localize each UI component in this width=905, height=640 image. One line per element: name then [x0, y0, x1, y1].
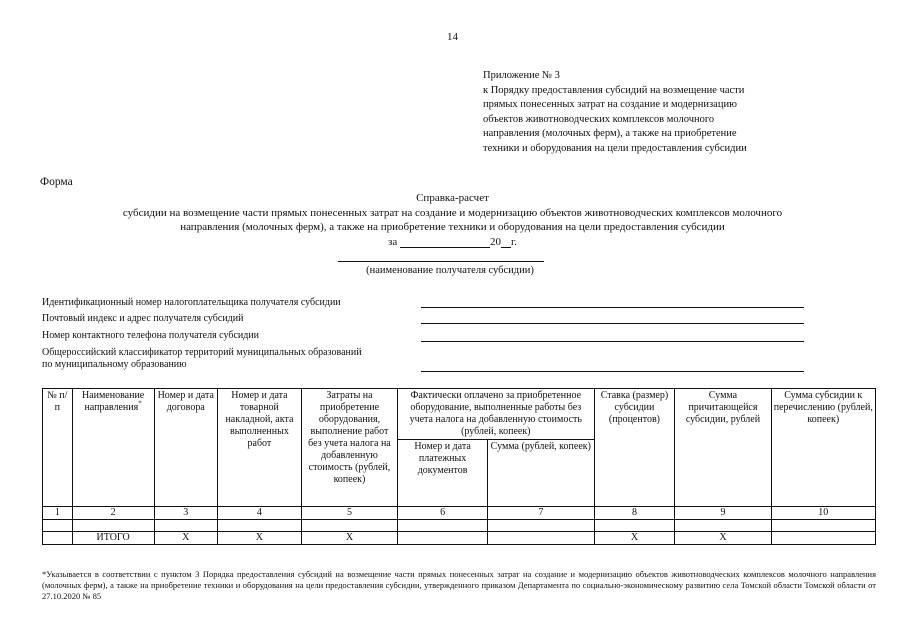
total-row	[43, 532, 876, 545]
subtitle-line: субсидии на возмещение части прямых понесенных затрат на создание и модернизацию объектов животноводческих комплексов молочного	[122, 207, 783, 219]
header-cell-rate: Ставка (размер) субсидии (процентов)	[594, 389, 675, 507]
year-blank[interactable]	[501, 235, 511, 248]
header-cell-subsidy-transfer: Сумма субсидии к перечислению (рублей, копеек)	[771, 389, 875, 507]
field-label-inn: Идентификационный номер налогоплательщика получателя субсидии	[42, 297, 341, 308]
table-cell[interactable]	[217, 520, 301, 532]
column-number: 5	[301, 507, 397, 520]
column-number: 1	[43, 507, 73, 520]
footnote: *Указывается в соответствии с пунктом 3 Порядка предоставления субсидий на возмещение части прямых понесенных затрат на создание и модернизацию объектов животноводческих комплексов молочного направления (молочных ферм), а также на приобретение техники и оборудования на цели предоставления субсидии, утвержденного приказом Департамента по социально-экономическому развитию села Томской области Томской области от 27.10.2020 № 85	[42, 569, 876, 601]
page-number: 14	[447, 31, 458, 43]
document-title: Справка-расчет	[416, 192, 489, 204]
header-cell-actually-paid: Фактически оплачено за приобретенное оборудование, выполненные работы без учета налога на добавленную стоимость (рублей, копеек)	[398, 389, 594, 440]
table-cell[interactable]	[43, 520, 73, 532]
field-label-oktmo: Общероссийский классификатор территорий муниципальных образований по муниципальному образованию	[42, 347, 362, 370]
header-direction-label: Наименование направления	[81, 390, 145, 413]
header-cell-payment-sum: Сумма (рублей, копеек)	[488, 440, 594, 507]
table-cell[interactable]	[72, 520, 154, 532]
field-line-address[interactable]	[421, 323, 804, 324]
header-cell-number: № п/п	[43, 389, 73, 507]
table-cell[interactable]	[154, 520, 217, 532]
header-cell-costs: Затраты на приобретение оборудования, выполнение работ без учета налога на добавленную стоимость (рублей, копеек)	[301, 389, 397, 507]
column-number: 7	[488, 507, 594, 520]
subtitle-line: направления (молочных ферм), а также на приобретение техники и оборудования на цели предоставления субсидии	[180, 221, 725, 233]
header-cell-invoice: Номер и дата товарной накладной, акта выполненных работ	[217, 389, 301, 507]
total-cell-x: Х	[301, 532, 397, 545]
total-cell-x: Х	[594, 532, 675, 545]
blank-data-row	[43, 520, 876, 532]
table-cell[interactable]	[301, 520, 397, 532]
period-prefix: за	[387, 236, 398, 248]
column-number-row	[43, 507, 876, 520]
column-number: 3	[154, 507, 217, 520]
table-cell[interactable]	[488, 520, 594, 532]
header-cell-subsidy-due: Сумма причитающейся субсидии, рублей	[675, 389, 771, 507]
total-cell[interactable]	[488, 532, 594, 545]
appendix-block	[483, 69, 823, 156]
total-cell[interactable]	[398, 532, 488, 545]
year-suffix: г.	[510, 236, 517, 248]
column-number: 10	[771, 507, 875, 520]
appendix-heading: Приложение № 3	[483, 70, 560, 81]
appendix-line: объектов животноводческих комплексов молочного	[483, 113, 715, 125]
field-label-phone: Номер контактного телефона получателя субсидии	[42, 330, 260, 341]
appendix-line: прямых понесенных затрат на создание и модернизацию	[483, 99, 737, 110]
appendix-line: техники и оборудования на цели предоставления субсидии	[483, 142, 747, 154]
total-cell[interactable]	[771, 532, 875, 545]
field-line-oktmo[interactable]	[421, 371, 804, 372]
field-label-address: Почтовый индекс и адрес получателя субсидий	[42, 313, 244, 324]
form-label: Форма	[40, 176, 73, 188]
table-cell[interactable]	[675, 520, 771, 532]
total-cell-x: Х	[154, 532, 217, 545]
footnote-mark: *	[138, 399, 142, 408]
table-cell[interactable]	[771, 520, 875, 532]
header-cell-contract: Номер и дата договора	[154, 389, 217, 507]
column-number: 9	[675, 507, 771, 520]
header-cell-payment-docs: Номер и дата платежных документов	[398, 440, 488, 507]
total-cell-x: Х	[675, 532, 771, 545]
column-number: 6	[398, 507, 488, 520]
table-cell[interactable]	[398, 520, 488, 532]
recipient-name-line[interactable]	[338, 261, 544, 262]
calculation-table	[42, 388, 876, 545]
total-cell-x: Х	[217, 532, 301, 545]
header-row	[43, 389, 876, 440]
field-line-phone[interactable]	[421, 341, 804, 342]
column-number: 8	[594, 507, 675, 520]
total-cell[interactable]	[43, 532, 73, 545]
column-number: 4	[217, 507, 301, 520]
total-label: ИТОГО	[72, 532, 154, 545]
table-cell[interactable]	[594, 520, 675, 532]
period-blank[interactable]	[400, 235, 490, 248]
header-cell-direction	[72, 389, 154, 507]
period-line	[0, 235, 905, 248]
year-prefix: 20	[489, 236, 501, 248]
recipient-caption: (наименование получателя субсидии)	[366, 265, 534, 276]
appendix-line: к Порядку предоставления субсидий на возмещение части	[483, 84, 745, 96]
appendix-line: направления (молочных ферм), а также на приобретение	[483, 128, 737, 139]
field-line-inn[interactable]	[421, 307, 804, 308]
document-subtitle	[30, 206, 875, 234]
column-number: 2	[72, 507, 154, 520]
